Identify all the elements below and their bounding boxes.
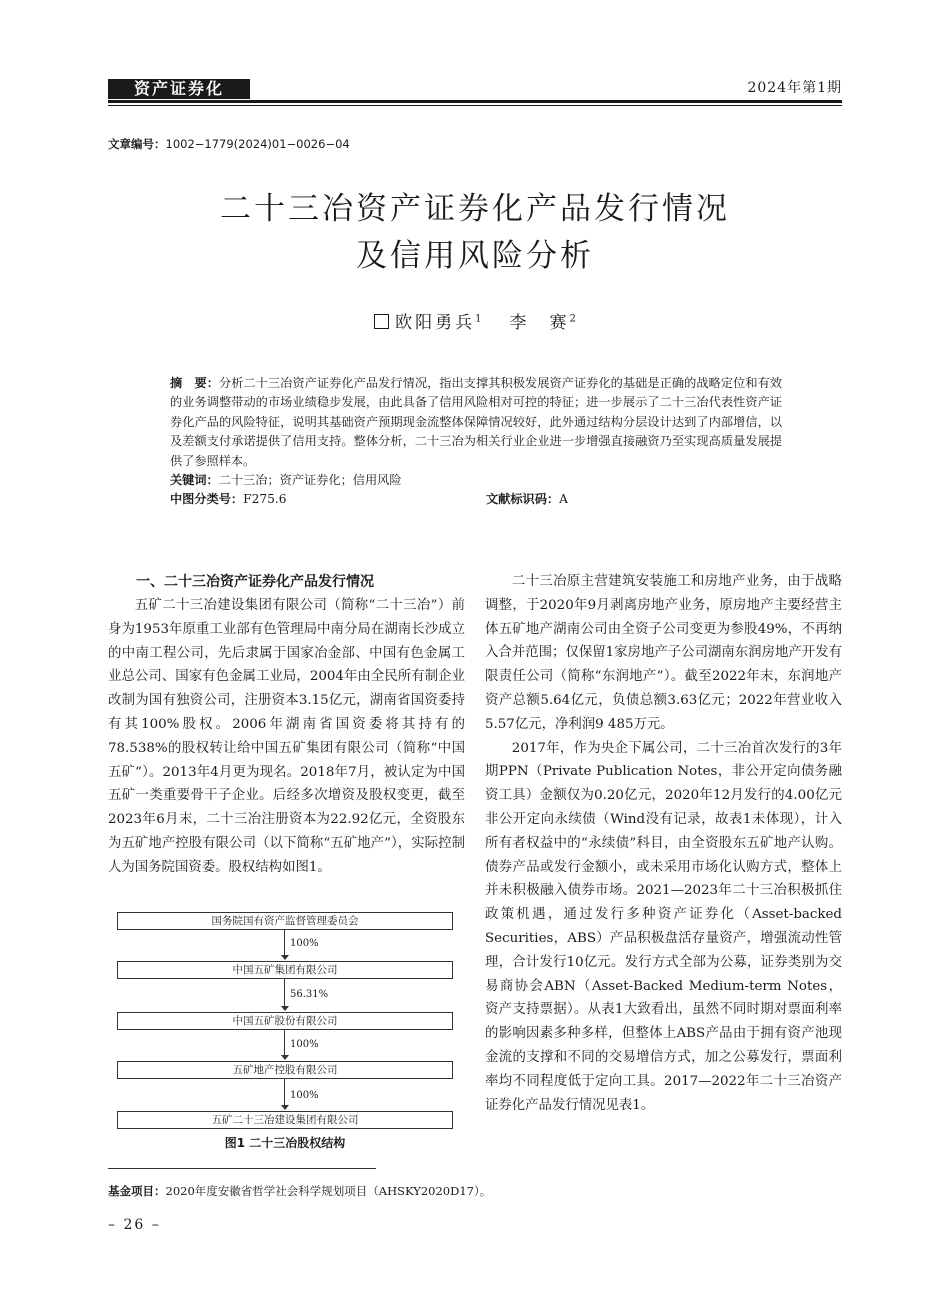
clc-value: F275.6	[243, 492, 287, 507]
title-line-2: 及信用风险分析	[356, 238, 594, 274]
keywords-label: 关键词：	[170, 473, 219, 488]
article-number-label: 文章编号：	[108, 137, 166, 151]
author-1-affiliation: 1	[475, 313, 482, 325]
figure-box-3: 中国五矿股份有限公司	[117, 1012, 453, 1030]
article-number	[108, 136, 350, 152]
doc-code	[486, 490, 568, 509]
figure-percent-4: 100%	[290, 1090, 319, 1101]
author-2-name: 李 赛	[509, 313, 570, 333]
section-heading: 一、二十三冶资产证券化产品发行情况	[136, 574, 374, 590]
classification-line	[170, 490, 782, 509]
abstract	[170, 374, 782, 471]
left-paragraph-1: 五矿二十三冶建设集团有限公司（简称“二十三冶”）前身为1953年原重工业部有色管理局中南分局在湖南长沙成立的中南工程公司，先后隶属于国家冶金部、中国有色金属工业总公司、国家有色金属工业局，2004年由全民所有制企业改制为国有独资公司，注册资本3.15亿元，湖南省国资委持有其100%股权。2006年湖南省国资委将其持有的78.538%的股权转让给中国五矿集团有限公司（简称“中国五矿”）。2013年4月更为现名。2018年7月，被认定为中国五矿一类重要骨干子企业。后经多次增资及股权变更，截至2023年6月末，二十三冶注册资本为22.92亿元，全资股东为五矿地产控股有限公司（以下简称“五矿地产”），实际控制人为国务院国资委。股权结构如图1。	[108, 598, 465, 875]
right-column	[485, 570, 842, 1117]
arrow-down-icon	[281, 1055, 289, 1060]
header-rule-thin	[108, 105, 842, 106]
page-number: – 26 –	[108, 1217, 161, 1233]
journal-section-tag: 资产证券化	[108, 79, 250, 99]
figure-percent-2: 56.31%	[290, 989, 329, 1000]
fund-label: 基金项目：	[108, 1184, 166, 1198]
arrow-down-icon	[281, 955, 289, 960]
header-rule-thick	[108, 100, 842, 103]
authors	[0, 308, 950, 333]
doc-code-value: A	[559, 492, 568, 507]
figure-connector-4	[284, 1079, 285, 1105]
figure-box-2: 中国五矿集团有限公司	[117, 961, 453, 979]
figure-connector-2	[284, 979, 285, 1006]
arrow-down-icon	[281, 1006, 289, 1011]
title-line-1: 二十三冶资产证券化产品发行情况	[220, 191, 730, 227]
keywords	[170, 471, 782, 490]
right-paragraph-1: 二十三冶原主营建筑安装施工和房地产业务，由于战略调整，于2020年9月剥离房地产业务，原房地产主要经营主体五矿地产湖南公司由全资子公司变更为参股49%，不再纳入合并范围；仅保留1家房地产子公司湖南东润房地产开发有限责任公司（简称“东润地产”）。截至2022年末，东润地产资产总额5.64亿元，负债总额3.63亿元；2022年营业收入5.57亿元，净利润9 485万元。	[485, 574, 842, 732]
figure-percent-3: 100%	[290, 1039, 319, 1050]
fund-text: 2020年度安徽省哲学社会科学规划项目（AHSKY2020D17）。	[165, 1184, 492, 1198]
left-column	[108, 570, 465, 880]
figure-caption: 图1 二十三冶股权结构	[224, 1136, 346, 1150]
figure-box-5: 五矿二十三冶建设集团有限公司	[117, 1111, 453, 1129]
keywords-text: 二十三冶；资产证券化；信用风险	[218, 473, 402, 488]
author-1-name: 欧阳勇兵	[395, 313, 476, 333]
arrow-down-icon	[281, 1105, 289, 1110]
author-2-affiliation: 2	[569, 313, 576, 325]
figure-box-4: 五矿地产控股有限公司	[117, 1061, 453, 1079]
abstract-label: 摘 要：	[170, 376, 219, 390]
journal-issue: 2024年第1期	[747, 80, 842, 96]
right-paragraph-2: 2017年，作为央企下属公司，二十三冶首次发行的3年期PPN（Private Publication Notes，非公开定向债务融资工具）金额仅为0.20亿元，2020年12月发行的4.00亿元非公开定向永续债（Wind没有记录，故表1未体现），计入所有者权益中的“永续债”科目，由全资股东五矿地产认购。债券产品或发行金额小，或未采用市场化认购方式，整体上并未积极融入债券市场。2021—2023年二十三冶积极抓住政策机遇，通过发行多种资产证券化（Asset-backed Securities，ABS）产品积极盘活存量资产，增强流动性管理，合计发行10亿元。发行方式全部为公募，证券类别为交易商协会ABN（Asset-Backed Medium-term Notes，资产支持票据）。从表1大致看出，虽然不同时期对票面利率的影响因素多种多样，但整体上ABS产品由于拥有资产池现金流的支撑和不同的交易增信方式，加之公募发行，票面利率均不同程度低于定向工具。2017—2022年二十三冶资产证券化产品发行情况见表1。	[485, 740, 842, 1113]
doc-code-label: 文献标识码：	[486, 492, 560, 507]
figure-connector-1	[284, 930, 285, 955]
clc-label: 中图分类号：	[170, 492, 244, 507]
figure-percent-1: 100%	[290, 938, 319, 949]
abstract-block	[170, 374, 782, 510]
figure-connector-3	[284, 1030, 285, 1055]
fund-note	[108, 1183, 491, 1199]
abstract-text: 分析二十三冶资产证券化产品发行情况，指出支撑其积极发展资产证券化的基础是正确的战略定位和有效的业务调整带动的市场业绩稳步发展，由此具备了信用风险相对可控的特征；进一步展示了二十三冶代表性资产证券化产品的风险特征，说明其基础资产预期现金流整体保障情况较好，此外通过结构分层设计达到了内部增信，以及差额支付承诺提供了信用支持。整体分析，二十三冶为相关行业企业进一步增强直接融资乃至实现高质量发展提供了参照样本。	[170, 376, 783, 468]
article-number-value: 1002−1779(2024)01−0026−04	[165, 137, 350, 151]
footnote-rule	[108, 1168, 376, 1169]
figure-box-1: 国务院国有资产监督管理委员会	[117, 912, 453, 930]
square-box-icon	[374, 314, 389, 329]
